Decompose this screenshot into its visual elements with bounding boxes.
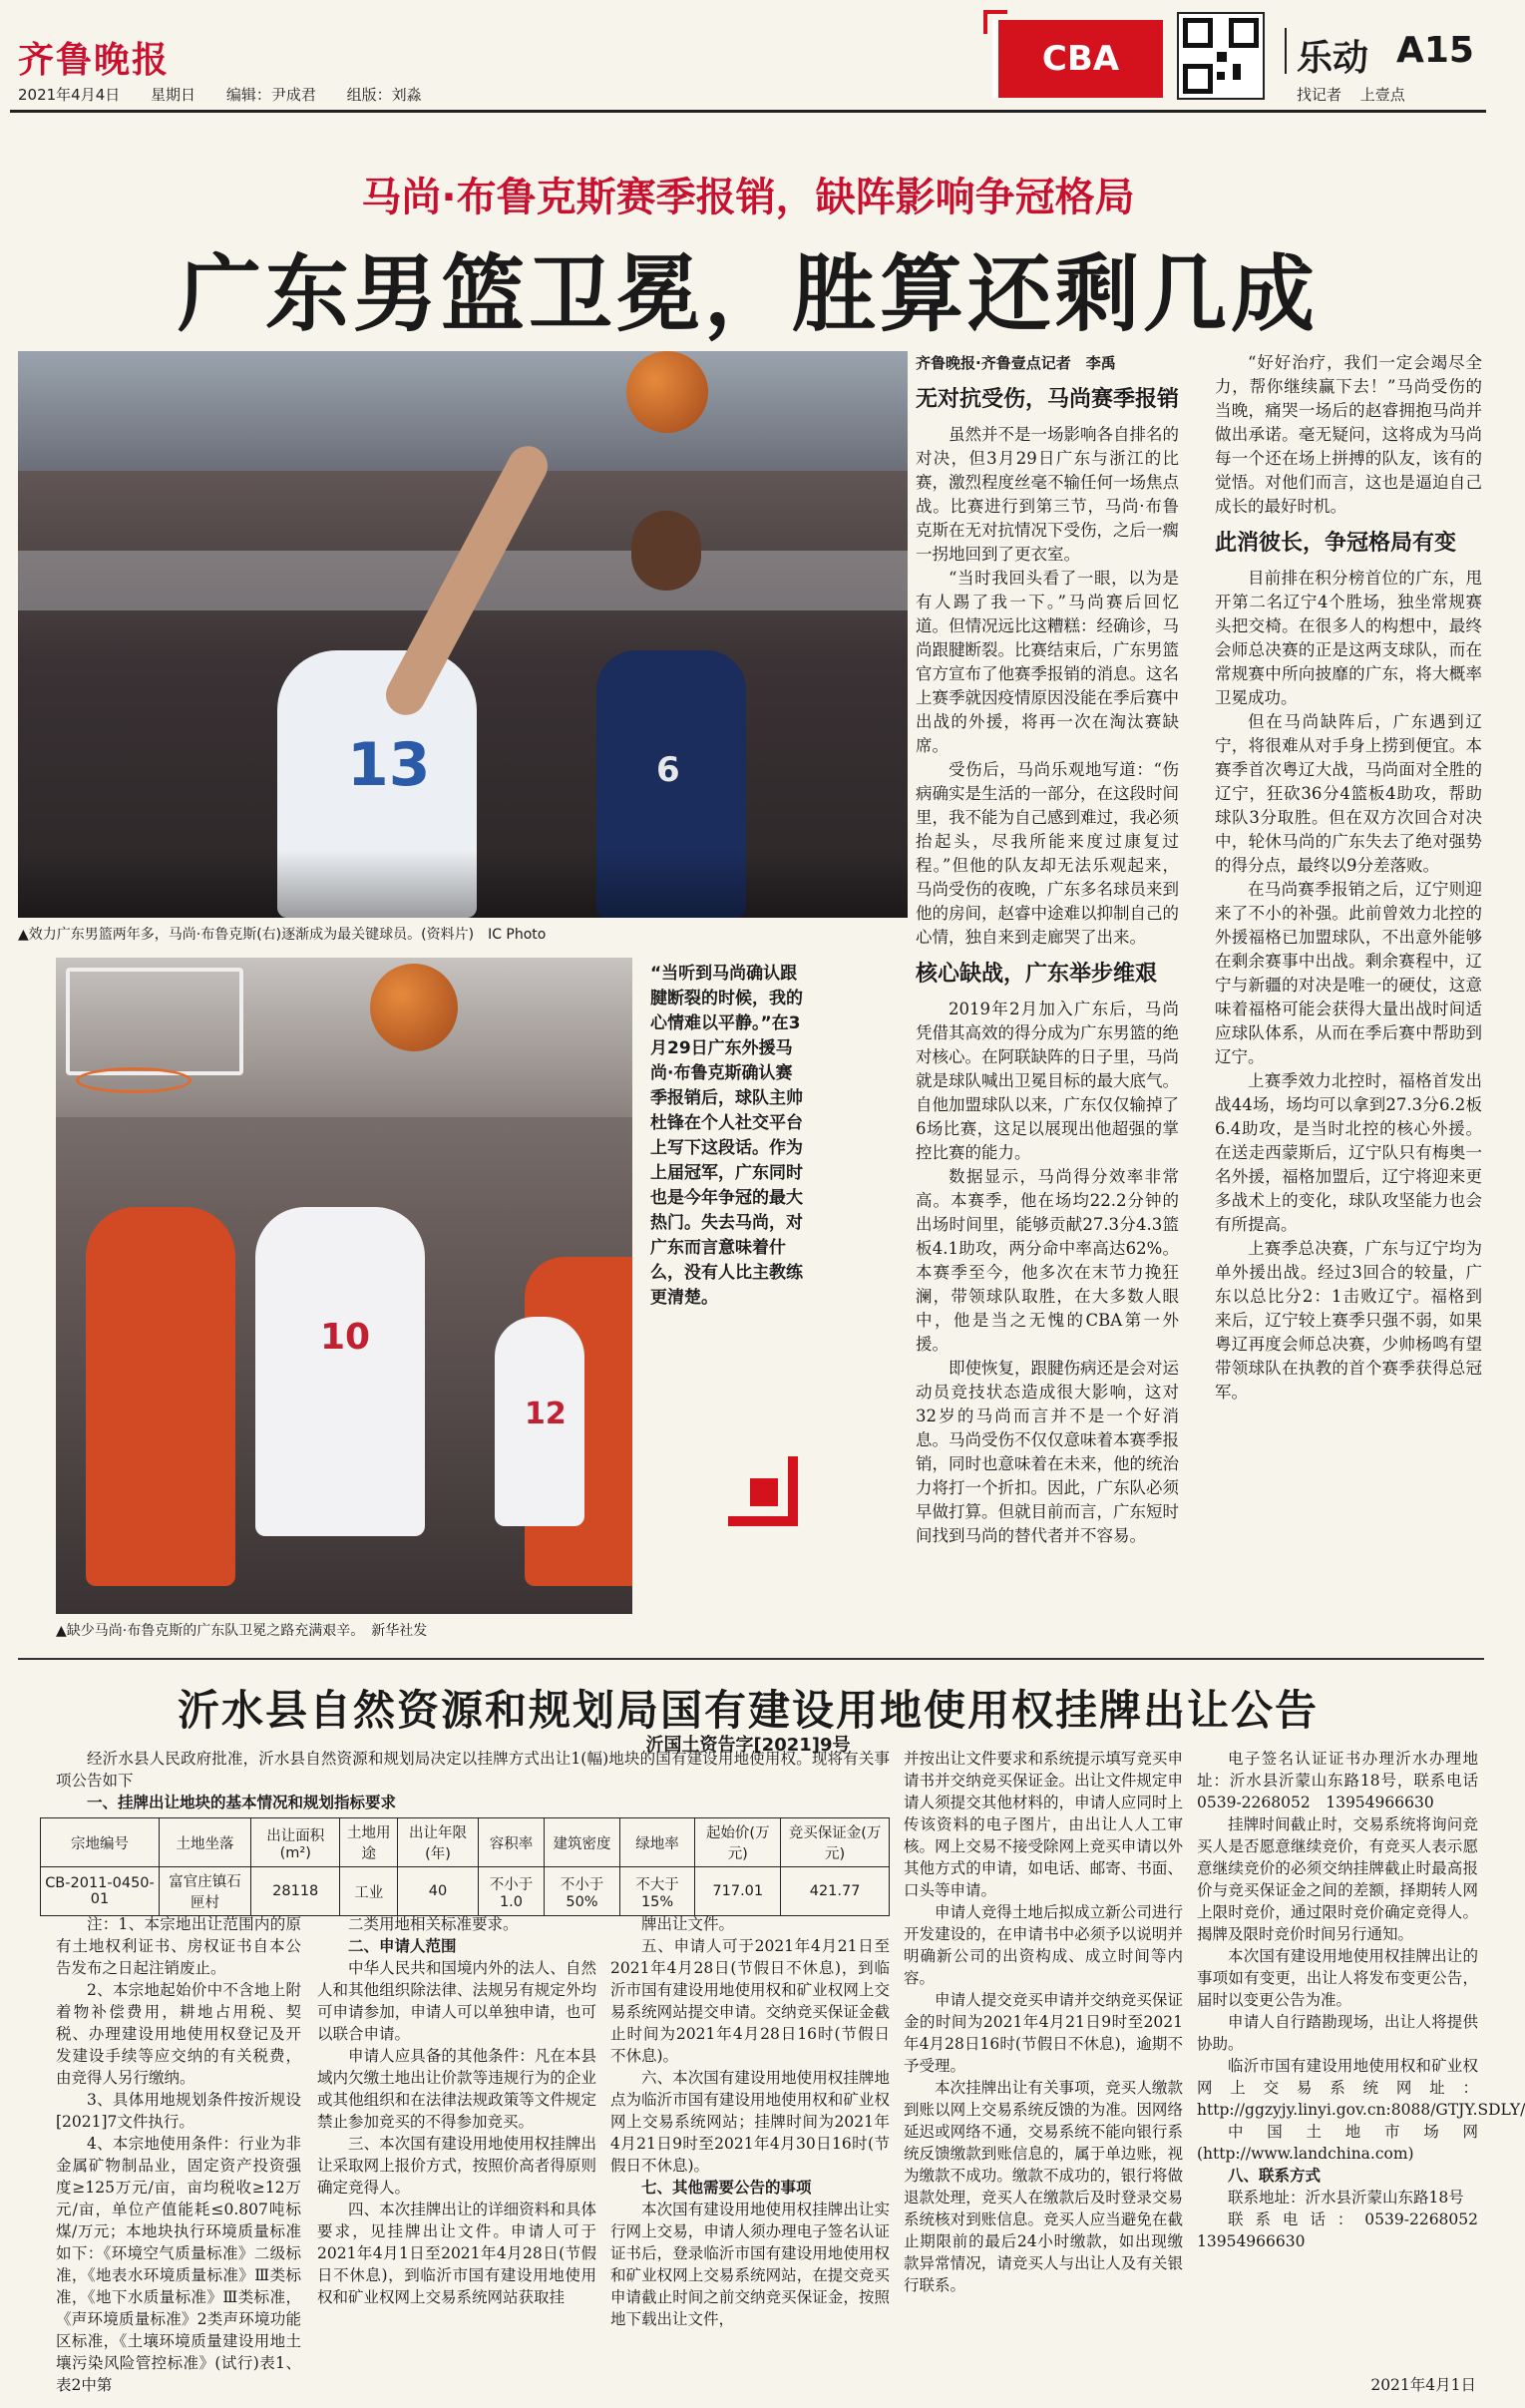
table-cell: 不小于1.0 [478, 1867, 544, 1916]
header-cell: 土地用途 [340, 1818, 398, 1867]
table-cell: 富官庄镇石匣村 [159, 1867, 250, 1916]
notice-paragraph: 中国土地市场网(http://www.landchina.com) [1197, 2123, 1478, 2163]
photo-team-game: 10 12 [56, 958, 632, 1614]
paragraph: 目前排在积分榜首位的广东，甩开第二名辽宁4个胜场，独坐常规赛头把交椅。在很多人的构想中，最终会师总决赛的正是这两支球队，而在常规赛中所向披靡的广东，将大概率卫冕成功。 [1215, 569, 1482, 707]
notice-paragraph: 并按出让文件要求和系统提示填写竞买申请书并交纳竞买保证金。出让文件规定申请人须提交其他材料的，申请人应同时上传该资料的电子图片，由出让人人工审核。网上交易不接受除网上竞买申请以外其他方式的申请，如电话、邮寄、书面、口头等申请。 [904, 1750, 1183, 1899]
cba-tag: CBA [992, 20, 1163, 98]
paragraph: 2019年2月加入广东后，马尚凭借其高效的得分成为广东男篮的绝对核心。在阿联缺阵的日子里，马尚就是球队喊出卫冕目标的最大底气。自他加盟球队以来，广东仅仅输掉了6场比赛，这足以展现出他超强的掌控比赛的能力。 [916, 1000, 1179, 1162]
notice-paragraph: 电子签名认证证书办理沂水办理地址：沂水县沂蒙山东路18号，联系电话0539-2268052 13954966630 [1197, 1750, 1478, 1811]
article-headline: 广东男篮卫冕，胜算还剩几成 [177, 245, 1319, 343]
plot-table-wrap [40, 1817, 890, 1916]
paragraph: “好好治疗，我们一定会竭尽全力，帮你继续赢下去！”马尚受伤的当晚，痛哭一场后的赵睿拥抱马尚并做出承诺。毫无疑问，这将成为马尚每一个还在场上拼搏的队友，该有的觉悟。对他们而言，这也是逼迫自己成长的最好时机。 [1215, 353, 1482, 516]
notice-paragraph: 临沂市国有建设用地使用权和矿业权网上交易系统网址：http://ggzyjy.linyi.gov.cn:8088/GTJY.SDLY/ [1197, 2057, 1525, 2119]
photo2-caption: ▲缺少马尚·布鲁克斯的广东队卫冕之路充满艰辛。 新华社发 [56, 1623, 428, 1639]
notice-subhead: 八、联系方式 [1228, 2166, 1322, 2185]
section-heading-3: 此消彼长，争冠格局有变 [1215, 531, 1457, 556]
notice-paragraph: 本次国有建设用地使用权挂牌出让的事项如有变更，出让人将发布变更公告，届时以变更公告为准。 [1197, 1947, 1478, 2009]
reporter-app [1297, 84, 1405, 105]
table-cell: CB-2011-0450-01 [41, 1867, 160, 1916]
layout-editor: 组版：刘淼 [346, 86, 422, 104]
header-cell: 出让年限(年) [398, 1818, 479, 1867]
notice-column-4 [904, 1748, 1183, 2382]
paper-name: 齐鲁晚报 [18, 39, 171, 81]
issue-meta [18, 84, 448, 105]
notice-paragraph: 牌出让文件。 [641, 1915, 735, 1933]
notice-subhead: 二、申请人范围 [348, 1936, 457, 1955]
notice-paragraph: 本次国有建设用地使用权挂牌出让实行网上交易，申请人须办理电子签名认证证书后，登录临沂市国有建设用地使用权和矿业权网上交易系统网站，在提交竞买申请截止时间之前交纳竞买保证金，按照地下载出让文件， [610, 2201, 890, 2328]
header-cell: 起始价(万元) [695, 1818, 781, 1867]
notice-subhead: 七、其他需要公告的事项 [641, 2178, 812, 2197]
notice-column-1 [56, 1913, 301, 2394]
header-cell: 宗地编号 [41, 1818, 160, 1867]
table-cell: 工业 [340, 1867, 398, 1916]
notice-paragraph: 4、本宗地使用条件：行业为非金属矿物制品业，固定资产投资强度≥125万元/亩，亩均税收≥12万元/亩，单位产值能耗≤0.807吨标煤/万元；本地块执行环境质量标准如下：《环境空气质量标准》二级标准，《地表水环境质量标准》Ⅲ类标准，《地下水质量标准》Ⅲ类标准，《声环境质量标准》2类声环境功能区标准，《土壤环境质量建设用地土壤污染风险管控标准》(试行)表1、表2中第 [56, 2135, 301, 2394]
article-column-2 [1215, 351, 1482, 1632]
paragraph: 在马尚赛季报销之后，辽宁则迎来了不小的补强。此前曾效力北控的外援福格已加盟球队，不出意外能够在剩余赛事中出战。剩余赛程中，辽宁与新疆的对决是唯一的硬仗，这意味着福格可能会获得大量出战时间适应球队体系，从而在季后赛中帮助到辽宁。 [1215, 880, 1482, 1066]
editor: 编辑：尹成君 [225, 86, 316, 104]
notice-paragraph: 申请人自行踏勘现场，出让人将提供协助。 [1197, 2013, 1478, 2053]
byline: 齐鲁晚报·齐鲁壹点记者 李禹 [916, 354, 1116, 372]
table-cell: 40 [398, 1867, 479, 1916]
notice-paragraph: 挂牌时间截止时，交易系统将询问竞买人是否愿意继续竞价，有竞买人表示愿意继续竞价的必须交纳挂牌截止时最高报价与竞买保证金之间的差额，择期转人网上限时竞价，通过限时竞价确定竞得人。揭牌及限时竞价时间另行通知。 [1197, 1815, 1478, 1943]
header-cell: 绿地率 [619, 1818, 695, 1867]
photo1-caption: ▲效力广东男篮两年多，马尚·布鲁克斯(右)逐渐成为最关键球员。(资料片) IC Photo [18, 927, 547, 943]
notice-paragraph: 申请人竞得土地后拟成立新公司进行开发建设的，在申请书中必须予以说明并明确新公司的出资构成、成立时间等内容。 [904, 1903, 1183, 1987]
header-cell: 建筑密度 [545, 1818, 620, 1867]
paragraph: 上赛季效力北控时，福格首发出战44场，场均可以拿到27.3分6.2板6.4助攻，是当时北控的核心外援。在送走西蒙斯后，辽宁队只有梅奥一名外援，福格加盟后，辽宁将迎来更多战术上的变化，球队攻坚能力也会有所提高。 [1215, 1071, 1482, 1234]
notice-top-rule [18, 1658, 1484, 1660]
notice-column-3 [610, 1913, 890, 2382]
masthead-rule [10, 110, 1486, 113]
table-cell: 不大于15% [619, 1867, 695, 1916]
table-cell: 717.01 [695, 1867, 781, 1916]
header-cell: 土地坐落 [159, 1818, 250, 1867]
paragraph: 即使恢复，跟腱伤病还是会对运动员竞技状态造成很大影响，这对32岁的马尚而言并不是一个好消息。马尚受伤不仅仅意味着本赛季报销，同时也意味着在未来，他的统治力将打一个折扣。因此，广东队必须早做打算。但就目前而言，广东短时间找到马尚的替代者并不容易。 [916, 1359, 1179, 1545]
notice-intro-text: 经沂水县人民政府批准，沂水县自然资源和规划局决定以挂牌方式出让1(幅)地块的国有建设用地使用权。现将有关事项公告如下 [56, 1750, 890, 1790]
notice-paragraph: 本次挂牌出让有关事项，竞买人缴款到账以网上交易系统反馈的为准。因网络延迟或网络不通，交易系统不能向银行系统反馈缴款到账信息的，属于单边账，视为缴款不成功。缴款不成功的，银行将做退款处理，竞买人在缴款后及时登录交易系统核对到账信息。竞买人应当避免在截止期限前的最后24小时缴款，如出现缴款异常情况，请竞买人与出让人及有关银行联系。 [904, 2079, 1183, 2294]
table-row [41, 1867, 890, 1916]
notice-paragraph: 注：1、本宗地出让范围内的原有土地权利证书、房权证书自本公告发布之日起注销废止。 [56, 1915, 301, 1977]
section-name: 乐动 [1297, 38, 1369, 79]
notice-doc-number: 沂国土资告字[2021]9号 [645, 1735, 851, 1756]
notice-title: 沂水县自然资源和规划局国有建设用地使用权挂牌出让公告 [177, 1686, 1319, 1735]
article-subhead: 马尚·布鲁克斯赛季报销，缺阵影响争冠格局 [361, 175, 1135, 220]
notice-paragraph: 六、本次国有建设用地使用权挂牌地点为临沂市国有建设用地使用权和矿业权网上交易系统网站；挂牌时间为2021年4月21日9时至2021年4月30日16时(节假日不休息)。 [610, 2069, 890, 2175]
table-cell: 28118 [251, 1867, 340, 1916]
paragraph: 但在马尚缺阵后，广东遇到辽宁，将很难从对手身上捞到便宜。本赛季首次粤辽大战，马尚面对全胜的辽宁，狂砍36分4篮板4助攻，帮助球队3分取胜。但在双方次回合对决中，轮休马尚的广东失去了绝对强势的得分点，最终以9分差落败。 [1215, 712, 1482, 875]
qr-code-icon[interactable] [1177, 12, 1265, 100]
notice-column-5 [1197, 1748, 1525, 2356]
issue-date: 2021年4月4日 [18, 86, 121, 104]
section-separator [1285, 28, 1287, 74]
notice-section-1: 一、挂牌出让地块的基本情况和规划指标要求 [87, 1793, 397, 1811]
photo-brooks-shooting: 13 6 [18, 351, 908, 918]
paragraph: 上赛季总决赛，广东与辽宁均为单外援出战。经过3回合的较量，广东以总比分2：1击败辽宁。福格到来后，辽宁较上赛季只强不弱，如果粤辽再度会师总决赛，少帅杨鸣有望带领球队在执教的首个赛季获得总冠军。 [1215, 1239, 1482, 1402]
notice-paragraph: 3、具体用地规划条件按沂规设[2021]7文件执行。 [56, 2091, 301, 2131]
pull-quote: “当听到马尚确认跟腱断裂的时候，我的心情难以平静。”在3月29日广东外援马尚·布鲁克斯确认赛季报销后，球队主帅杜锋在个人社交平台上写下这段话。作为上届冠军，广东同时也是今年争冠的最大热门。失去马尚，对广东而言意味着什么，没有人比主教练更清楚。 [650, 964, 803, 1308]
notice-paragraph: 中华人民共和国境内外的法人、自然人和其他组织除法律、法规另有规定外均可申请参加，申请人可以单独申请，也可以联合申请。 [317, 1959, 596, 2043]
paragraph: 受伤后，马尚乐观地写道：“伤病确实是生活的一部分，在这段时间里，我不能为自己感到难过，我必须抬起头，尽我所能来度过康复过程。”但他的队友却无法乐观起来，马尚受伤的夜晚，广东多名球员来到他的房间，赵睿中途难以抑制自己的心情，独自来到走廊哭了出来。 [916, 760, 1179, 947]
notice-paragraph: 四、本次挂牌出让的详细资料和具体要求，见挂牌出让文件。申请人可于2021年4月1日至2021年4月28日(节假日不休息)，到临沂市国有建设用地使用权和矿业权网上交易系统网站获取挂 [317, 2201, 596, 2306]
notice-paragraph: 联系地址：沂水县沂蒙山东路18号 [1228, 2189, 1464, 2207]
notice-paragraph: 五、申请人可于2021年4月21日至2021年4月28日(节假日不休息)，到临沂市国有建设用地使用权和矿业权网上交易系统网站提交申请。交纳竞买保证金截止时间为2021年4月28日16时(节假日不休息)。 [610, 1937, 890, 2065]
notice-paragraph: 三、本次国有建设用地使用权挂牌出让采取网上报价方式，按照价高者得原则确定竞得人。 [317, 2135, 596, 2197]
notice-paragraph: 申请人应具备的其他条件：凡在本县域内欠缴土地出让价款等违规行为的企业或其他组织和在法律法规政策等文件规定禁止参加竞买的不得参加竞买。 [317, 2047, 596, 2131]
notice-paragraph: 2、本宗地起始价中不含地上附着物补偿费用，耕地占用税、契税、办理建设用地使用权登记及开发建设手续等应交纳的有关税费，由竞得人另行缴纳。 [56, 1981, 301, 2087]
notice-date: 2021年4月1日 [1370, 2376, 1476, 2394]
reporter-label: 找记者 [1297, 86, 1342, 104]
article-column-1 [916, 351, 1179, 1632]
notice-paragraph: 二类用地相关标准要求。 [348, 1915, 519, 1933]
table-cell: 421.77 [781, 1867, 890, 1916]
notice-paragraph: 联系电话：0539-2268052 13954966630 [1197, 2210, 1494, 2250]
paragraph: “当时我回头看了一眼，以为是有人踢了我一下。”马尚赛后回忆道。但情况远比这糟糕：经确诊，马尚跟腱断裂。比赛结束后，广东男篮官方宣布了他赛季报销的消息。这名上赛季就因疫情原因没能在季后赛中出战的外援，将再一次在淘汰赛缺席。 [916, 569, 1179, 755]
page-number: A15 [1396, 30, 1474, 71]
notice-column-2 [317, 1913, 596, 2382]
notice-intro [56, 1748, 890, 1813]
header-cell: 出让面积(m²) [251, 1818, 340, 1867]
table-cell: 不小于50% [545, 1867, 620, 1916]
issue-weekday: 星期日 [151, 86, 196, 104]
reporter-app-name: 上壹点 [1359, 86, 1405, 104]
table-header-row [41, 1818, 890, 1867]
paragraph: 数据显示，马尚得分效率非常高。本赛季，他在场均22.2分钟的出场时间里，能够贡献27.3分4.3篮板4.1助攻，两分命中率高达62%。本赛季至今，他多次在末节力挽狂澜，带领球队取胜，在大多数人眼中，他是当之无愧的CBA第一外援。 [916, 1167, 1179, 1354]
paragraph: 虽然并不是一场影响各自排名的对决，但3月29日广东与浙江的比赛，激烈程度丝毫不输任何一场焦点战。比赛进行到第三节，马尚·布鲁克斯在无对抗情况下受伤，之后一瘸一拐地回到了更衣室。 [916, 425, 1179, 564]
header-cell: 容积率 [478, 1818, 544, 1867]
plot-table [40, 1817, 890, 1916]
notice-paragraph: 申请人提交竞买申请并交纳竞买保证金的时间为2021年4月21日9时至2021年4月28日16时(节假日不休息)，逾期不予受理。 [904, 1991, 1183, 2075]
section-heading-2: 核心缺战，广东举步维艰 [916, 962, 1158, 987]
quote-accent-block [728, 1456, 798, 1526]
header-cell: 竞买保证金(万元) [781, 1818, 890, 1867]
section-heading-1: 无对抗受伤，马尚赛季报销 [916, 387, 1180, 412]
